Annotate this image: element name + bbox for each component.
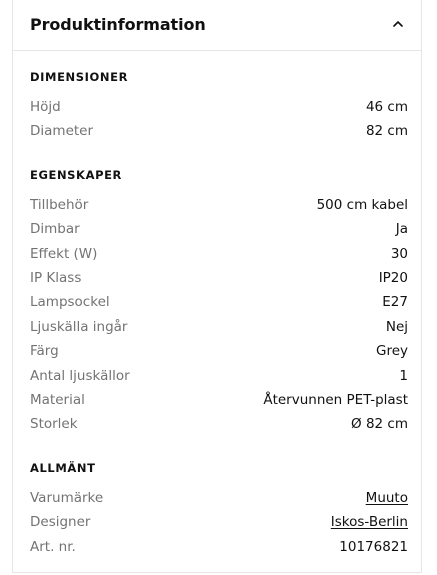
product-info-title: Produktinformation — [30, 15, 206, 34]
spec-row-diameter — [30, 123, 408, 143]
spec-label: Diameter — [30, 123, 94, 139]
spec-label: Varumärke — [30, 490, 104, 506]
section-title-general: ALLMÄNT — [30, 461, 96, 475]
spec-label: Dimbar — [30, 221, 80, 237]
chevron-up-icon[interactable] — [391, 17, 405, 31]
spec-value: 46 cm — [365, 99, 408, 115]
brand-link[interactable]: Muuto — [365, 490, 408, 506]
spec-row-ip-class — [30, 270, 408, 290]
spec-row-dimmable — [30, 221, 408, 241]
spec-value: Återvunnen PET-plast — [263, 392, 408, 408]
spec-label: Designer — [30, 514, 91, 530]
spec-row-brand — [30, 490, 408, 510]
spec-value: 1 — [399, 368, 408, 384]
spec-label: Lampsockel — [30, 294, 110, 310]
spec-row-socket — [30, 294, 408, 314]
spec-label: Färg — [30, 343, 59, 359]
spec-value: 30 — [390, 246, 408, 262]
spec-value: IP20 — [378, 270, 408, 286]
spec-row-color — [30, 343, 408, 363]
spec-value: 500 cm kabel — [316, 197, 408, 213]
spec-value: Grey — [375, 343, 408, 359]
spec-value: Ja — [395, 221, 408, 237]
spec-value: Nej — [385, 319, 408, 335]
spec-label: Höjd — [30, 99, 61, 115]
spec-label: Storlek — [30, 416, 78, 432]
spec-row-material — [30, 392, 408, 412]
spec-value: E27 — [382, 294, 408, 310]
spec-label: Ljuskälla ingår — [30, 319, 128, 335]
spec-row-size — [30, 416, 408, 436]
spec-label: Tillbehör — [30, 197, 89, 213]
product-info-panel — [12, 0, 422, 573]
spec-value: 10176821 — [339, 539, 408, 555]
spec-row-bulb-included — [30, 319, 408, 339]
spec-label: Antal ljuskällor — [30, 368, 130, 384]
product-info-header[interactable] — [13, 0, 421, 51]
section-title-dimensions: DIMENSIONER — [30, 70, 129, 84]
spec-row-article-number — [30, 539, 408, 559]
spec-row-bulb-count — [30, 368, 408, 388]
spec-label: Effekt (W) — [30, 246, 98, 262]
spec-label: Art. nr. — [30, 539, 76, 555]
spec-row-power — [30, 246, 408, 266]
designer-link[interactable]: Iskos-Berlin — [330, 514, 408, 530]
spec-value: Ø 82 cm — [351, 416, 408, 432]
spec-row-accessories — [30, 197, 408, 217]
section-title-properties: EGENSKAPER — [30, 168, 123, 182]
spec-label: IP Klass — [30, 270, 82, 286]
spec-row-designer — [30, 514, 408, 534]
spec-label: Material — [30, 392, 85, 408]
spec-value: 82 cm — [365, 123, 408, 139]
spec-row-height — [30, 99, 408, 119]
